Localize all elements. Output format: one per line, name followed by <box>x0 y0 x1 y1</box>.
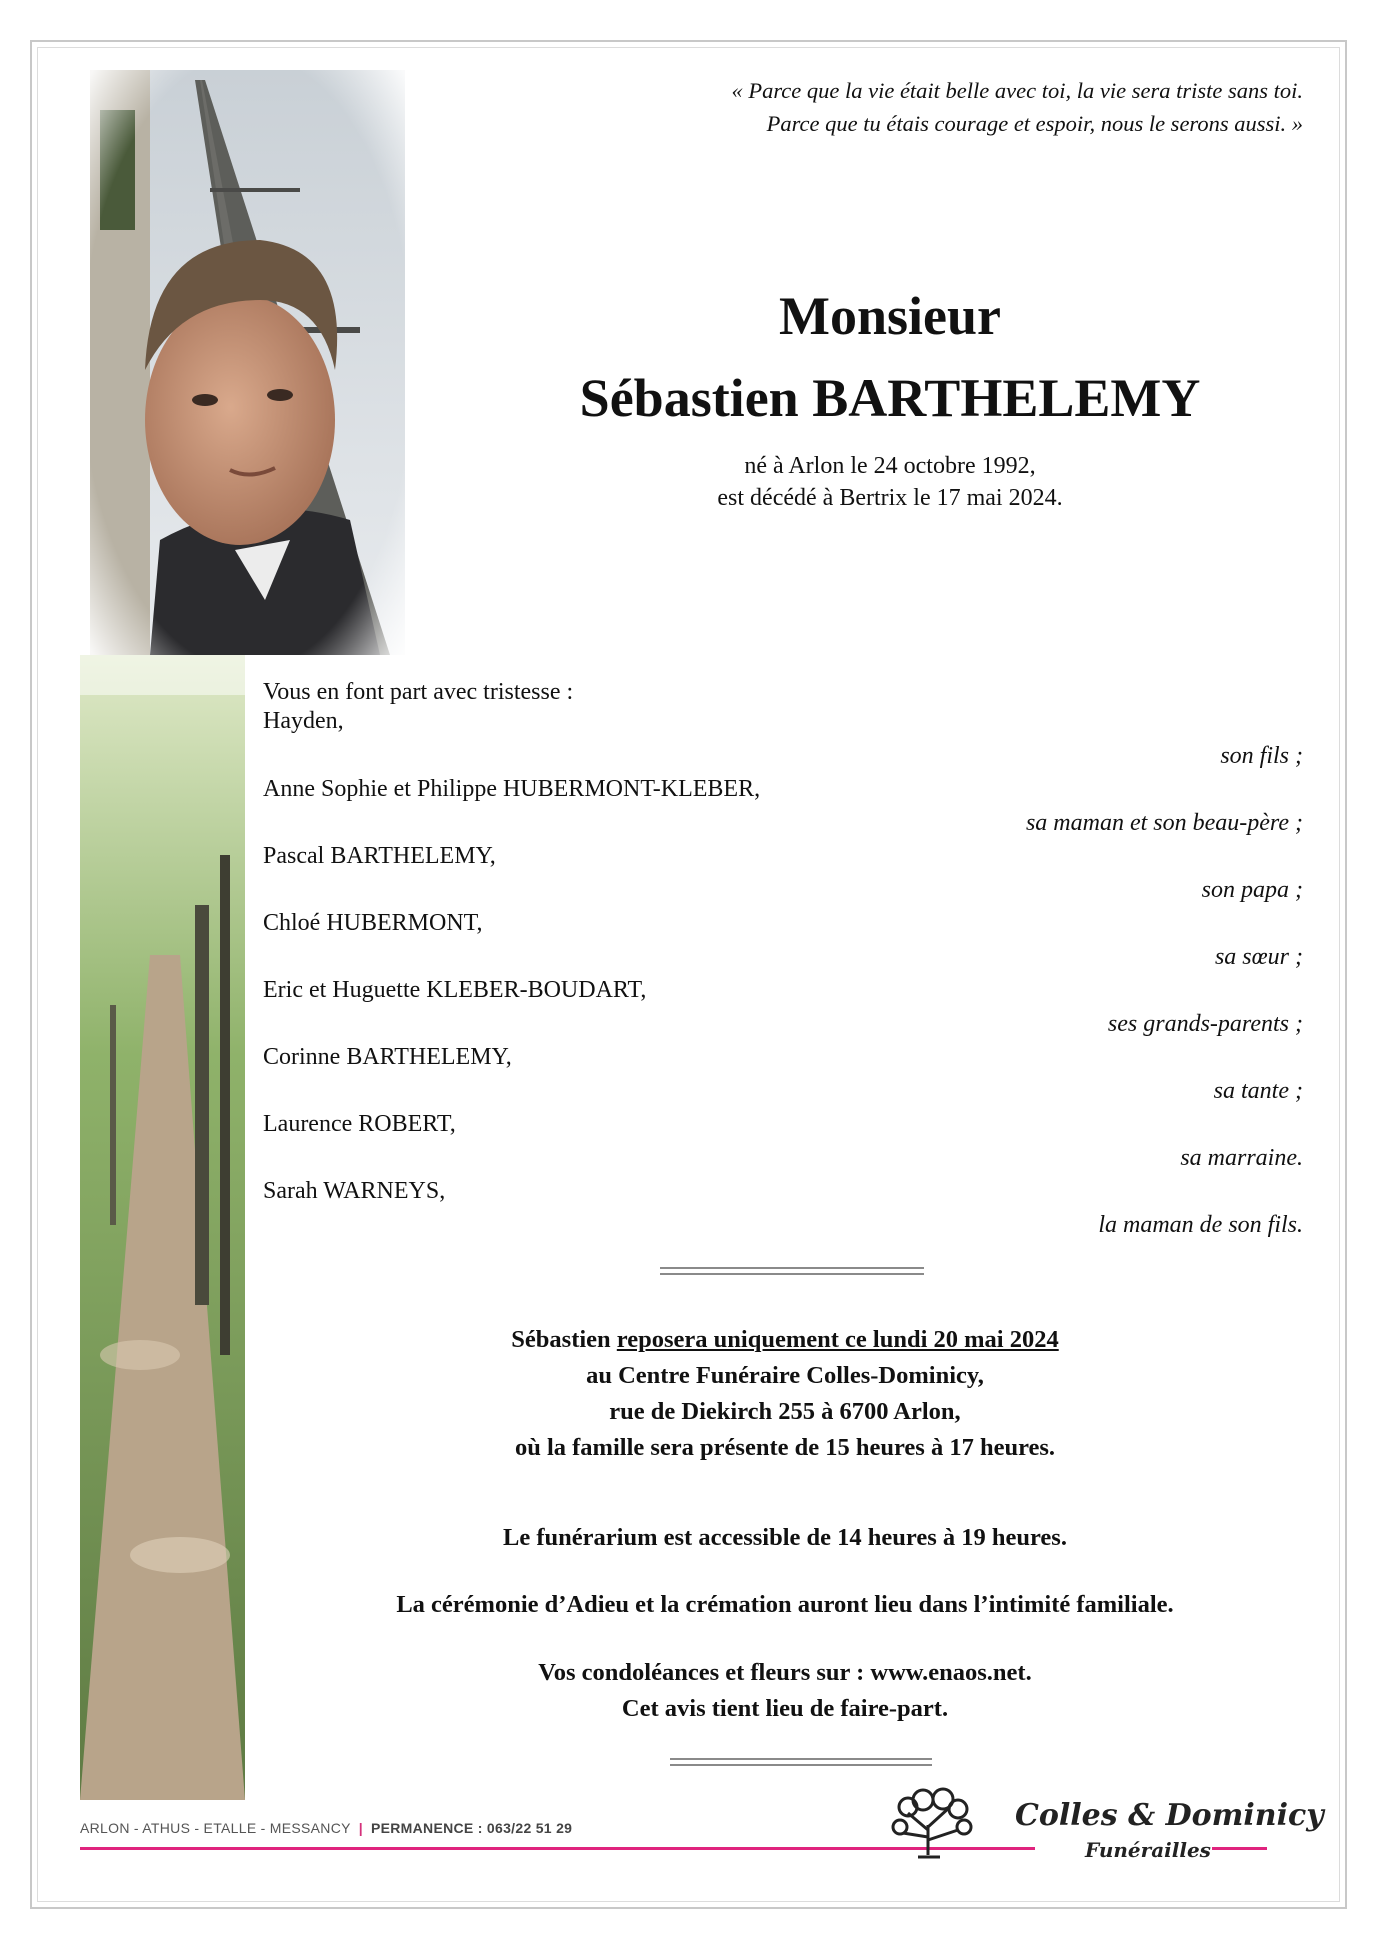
brand-name: Colles & Dominicy <box>1015 1798 1324 1833</box>
family-member-relation: son fils ; <box>1220 743 1303 769</box>
family-member-name: Hayden, <box>263 708 344 734</box>
family-member-name: Corinne BARTHELEMY, <box>263 1044 512 1070</box>
memorial-quote <box>543 74 1303 140</box>
family-member-name: Eric et Huguette KLEBER-BOUDART, <box>263 977 647 1003</box>
family-member-relation: ses grands-parents ; <box>1107 1011 1303 1037</box>
family-member-relation: sa maman et son beau-père ; <box>1025 810 1303 836</box>
family-member-name: Sarah WARNEYS, <box>263 1178 446 1204</box>
dates <box>510 450 1270 514</box>
footer-accent-line-short <box>1212 1847 1267 1850</box>
info-condolences: Vos condoléances et fleurs sur : www.enaos.net. <box>538 1659 1032 1686</box>
family-member-name: Pascal BARTHELEMY, <box>263 843 496 869</box>
tree-logo-icon <box>888 1785 998 1860</box>
family-member-relation: sa tante ; <box>1213 1078 1303 1104</box>
info-funerarium-hours: Le funérarium est accessible de 14 heures à 19 heures. <box>503 1524 1067 1551</box>
birth-line: né à Arlon le 24 octobre 1992, <box>744 453 1036 479</box>
family-member-relation: sa sœur ; <box>1214 944 1303 970</box>
family-member-relation: la maman de son fils. <box>1098 1212 1303 1238</box>
info-viewing-date: reposera uniquement ce lundi 20 mai 2024 <box>616 1326 1059 1353</box>
quote-line-1: « Parce que la vie était belle avec toi, la vie sera triste sans toi. <box>731 78 1303 103</box>
footer-permanence: PERMANENCE : 063/22 51 29 <box>371 1820 573 1836</box>
footer-locations: ARLON - ATHUS - ETALLE - MESSANCY <box>80 1820 351 1836</box>
forest-path-image <box>80 655 245 1800</box>
family-member-relation: son papa ; <box>1201 877 1303 903</box>
divider-top-2 <box>660 1273 924 1275</box>
brand-subtitle: Funérailles <box>1085 1838 1211 1862</box>
portrait-photo <box>90 70 405 655</box>
info-notice: Cet avis tient lieu de faire-part. <box>621 1695 949 1722</box>
divider-bottom-1 <box>670 1758 932 1760</box>
death-line: est décédé à Bertrix le 17 mai 2024. <box>717 485 1063 511</box>
footer-contact <box>80 1820 572 1836</box>
divider-bottom-2 <box>670 1764 932 1766</box>
honorific: Monsieur <box>779 286 1001 346</box>
family-member-relation: sa marraine. <box>1180 1145 1303 1171</box>
info-location: au Centre Funéraire Colles-Dominicy, <box>586 1362 984 1389</box>
family-member-name: Laurence ROBERT, <box>263 1111 456 1137</box>
family-member-name: Chloé HUBERMONT, <box>263 910 483 936</box>
divider-top-1 <box>660 1267 924 1269</box>
footer-separator: | <box>358 1820 363 1836</box>
quote-line-2: Parce que tu étais courage et espoir, nous le serons aussi. » <box>766 111 1303 136</box>
family-intro: Vous en font part avec tristesse : <box>263 679 574 705</box>
condolences <box>230 1655 1340 1727</box>
family-member-name: Anne Sophie et Philippe HUBERMONT-KLEBER, <box>263 776 761 802</box>
info-address: rue de Diekirch 255 à 6700 Arlon, <box>609 1398 961 1425</box>
viewing-info <box>230 1322 1340 1466</box>
info-first-name: Sébastien <box>511 1326 617 1353</box>
deceased-name: Sébastien BARTHELEMY <box>579 368 1201 428</box>
info-family-hours: où la famille sera présente de 15 heures à 17 heures. <box>514 1434 1056 1461</box>
info-ceremony: La cérémonie d’Adieu et la crémation auront lieu dans l’intimité familiale. <box>396 1591 1174 1618</box>
